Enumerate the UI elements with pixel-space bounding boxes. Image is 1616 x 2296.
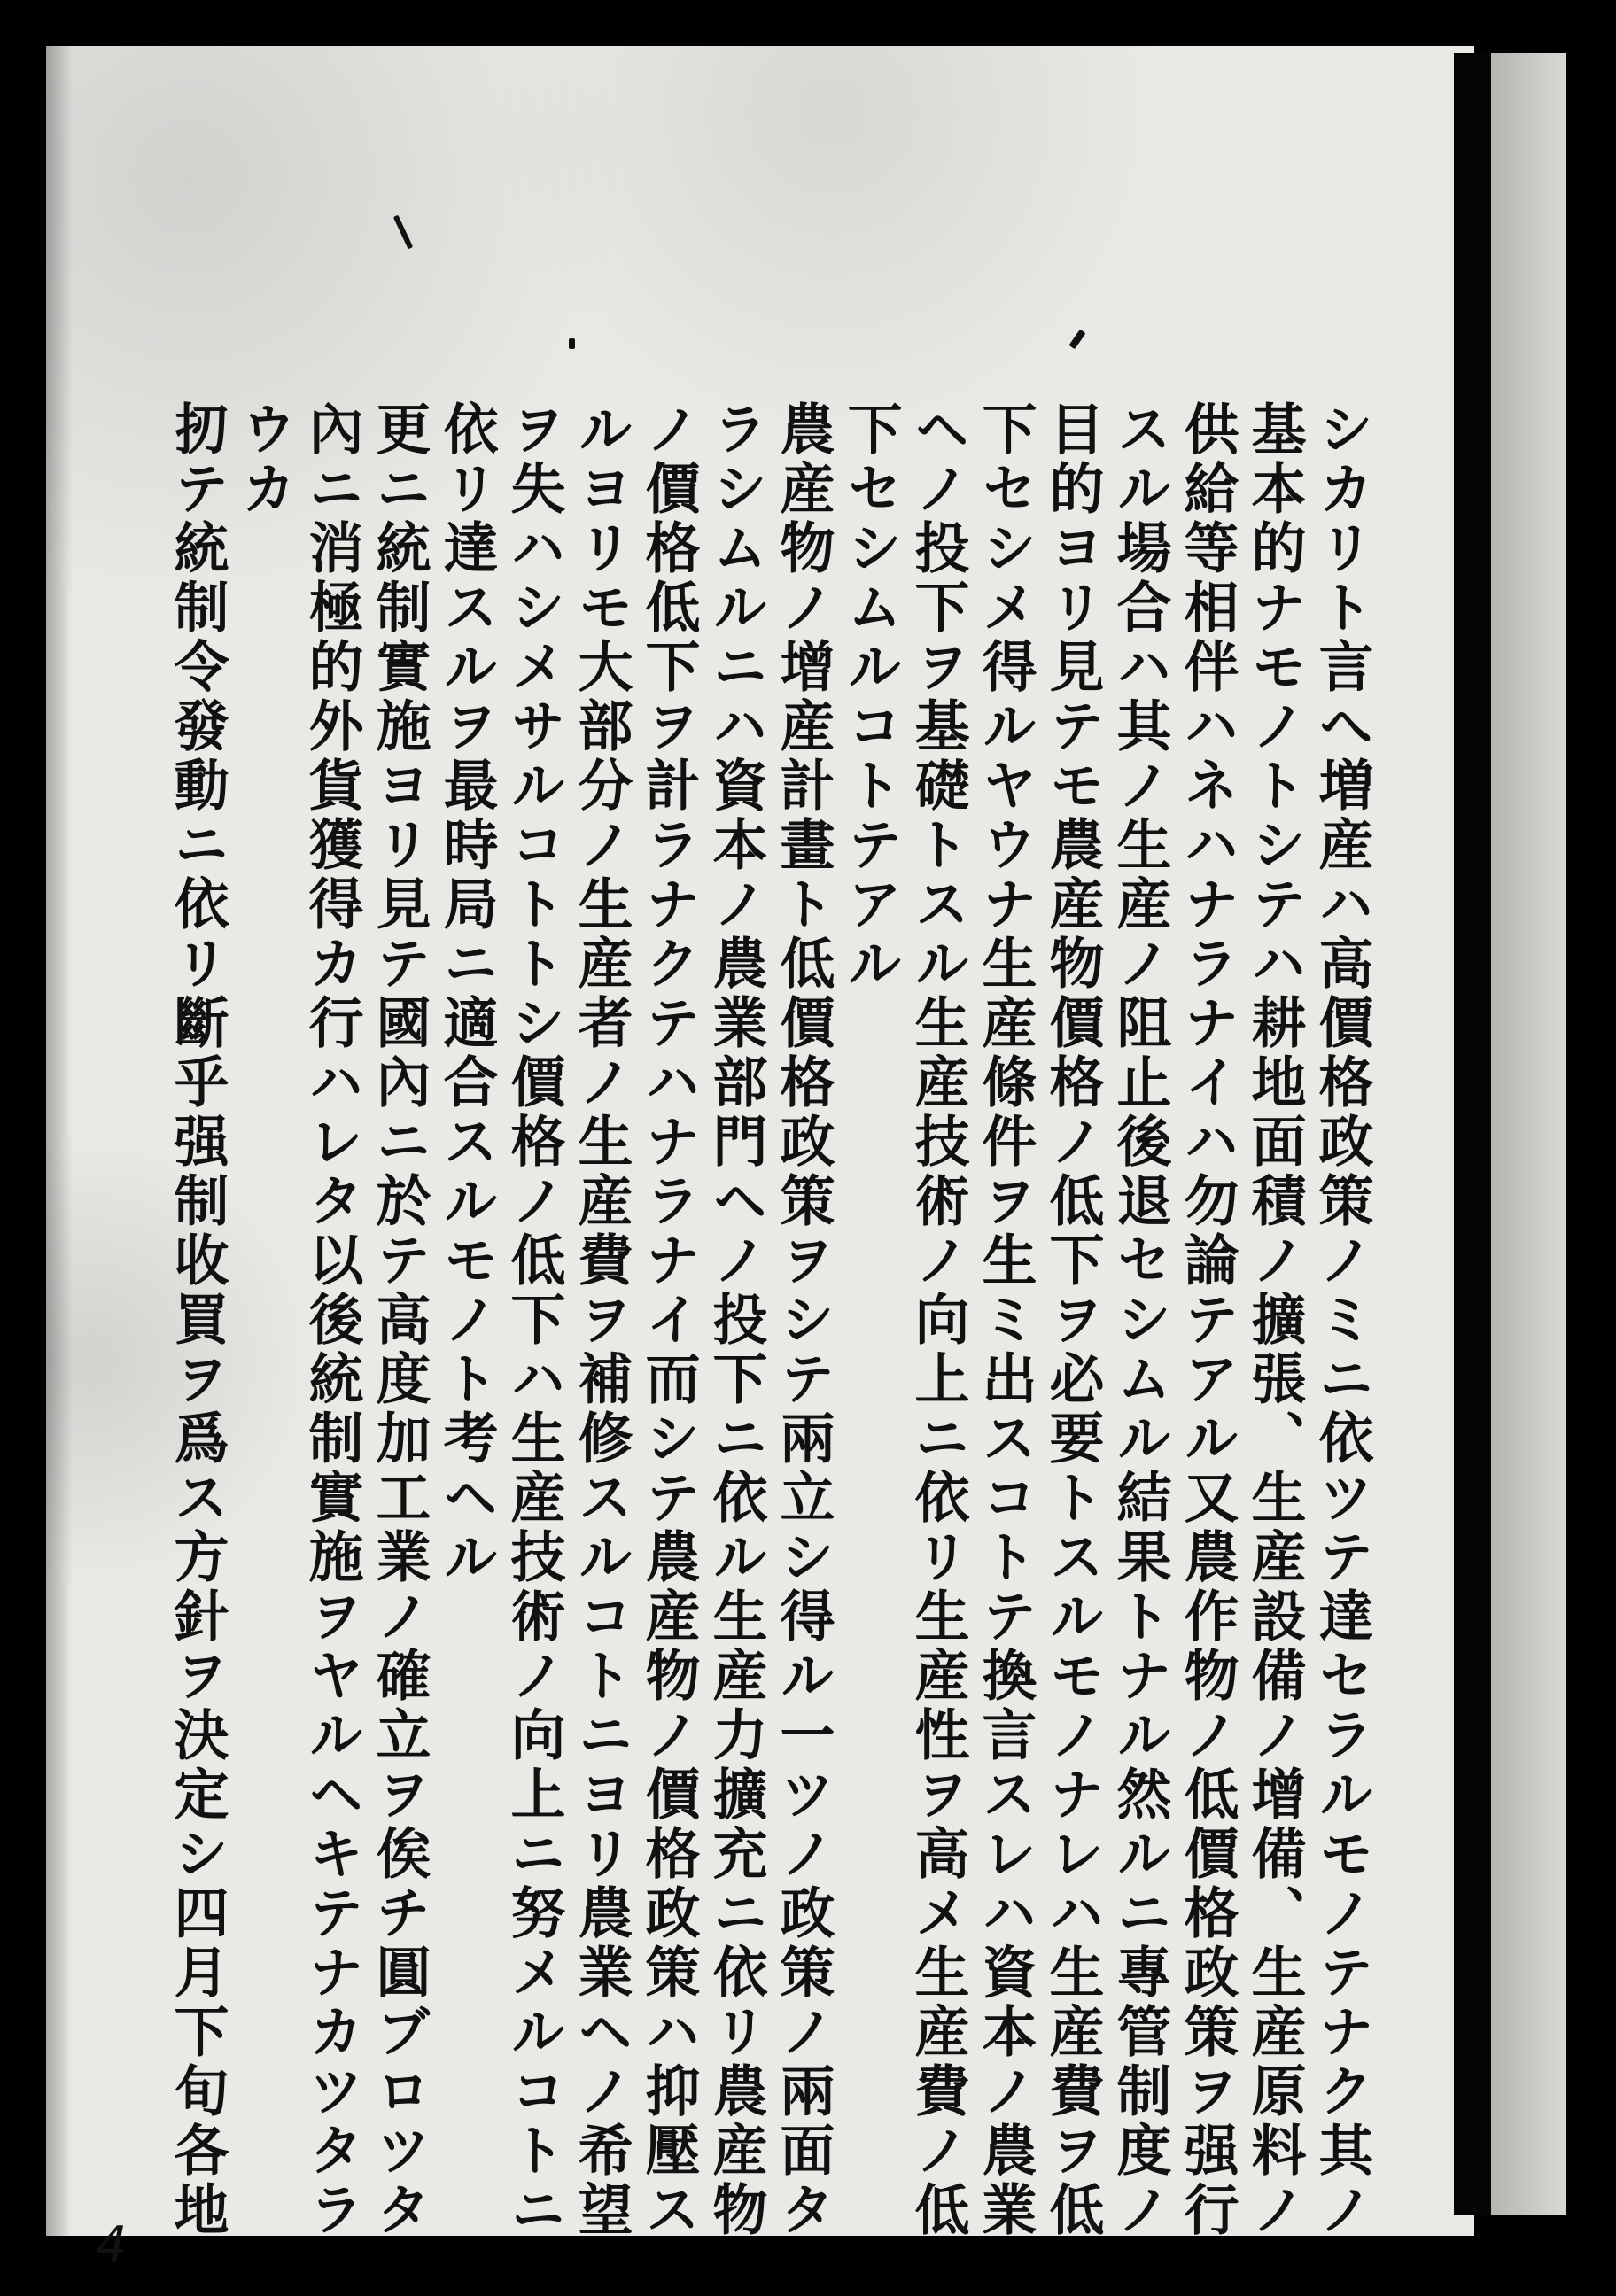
text-column-12: ルヨリモ大部分ノ生産者ノ生産費ヲ補修スルコトニヨリ農業ヘノ希望 xyxy=(569,400,633,2240)
text-column-11: ノ價格低下ヲ計ラナクテハナラナイ而シテ農産物ノ價格政策ハ抑壓ス xyxy=(636,400,701,2240)
text-column-15: 更ニ統制實施ヨリ見テ國內ニ於テ高度加工業ノ確立ヲ俟チ圓ブロツタ xyxy=(367,400,431,2240)
text-column-17: ウカ xyxy=(232,400,297,519)
page-fold-bar xyxy=(1454,53,1491,2215)
text-column-10: ラシムルニハ資本ノ農業部門ヘノ投下ニ依ル生産力擴充ニ依リ農産物 xyxy=(703,400,768,2240)
text-column-5: 目的ヨリ見テモ農産物價格ノ低下ヲ必要トスルモノナレハ生産費ヲ低 xyxy=(1040,400,1105,2240)
text-column-8: 下セシムルコトテアル xyxy=(838,400,903,994)
page-number: 4 xyxy=(96,2216,128,2274)
text-column-14: 依リ達スルヲ最時局ニ適合スルモノト考ヘル xyxy=(434,400,499,1587)
ink-speck xyxy=(393,215,413,250)
document-page xyxy=(46,46,1474,2274)
text-column-4: スル場合ハ其ノ生産ノ阻止後退セシムル結果トナル然ルニ專管制度ノ xyxy=(1107,400,1172,2240)
adjacent-page-edge xyxy=(1491,53,1566,2215)
text-column-9: 農産物ノ增産計畫ト低價格政策ヲシテ兩立シ得ル一ツノ政策ノ兩面タ xyxy=(771,400,835,2240)
text-column-6: 下セシメ得ルヤウナ生産條件ヲ生ミ出スコトテ換言スレハ資本ノ農業 xyxy=(973,400,1037,2240)
ink-speck xyxy=(569,338,575,349)
text-column-18: 扨テ統制令發動ニ依リ斷乎强制收買ヲ爲ス方針ヲ決定シ四月下旬各地 xyxy=(165,400,229,2240)
text-column-16: 內ニ消極的外貨獲得カ行ハレタ以後統制實施ヲヤルヘキテナカツタラ xyxy=(299,400,364,2240)
ink-speck xyxy=(1068,330,1085,350)
text-column-13: ヲ失ハシメサルコトトシ價格ノ低下ハ生産技術ノ向上ニ努メルコトニ xyxy=(501,400,566,2240)
text-column-2: 基本的ナモノトシテハ耕地面積ノ擴張、生産設備ノ增備、生産原料ノ xyxy=(1242,400,1307,2240)
text-column-7: ヘノ投下ヲ基礎トスル生産技術ノ向上ニ依リ生産性ヲ高メ生産費ノ低 xyxy=(905,400,970,2240)
text-column-1: シカリト言へ増産ハ高價格政策ノミニ依ツテ達セラルモノテナク其ノ xyxy=(1309,400,1374,2240)
text-column-3: 供給等相伴ハネハナラナイハ勿論テアル又農作物ノ低價格政策ヲ强行 xyxy=(1175,400,1239,2240)
gutter-shadow xyxy=(46,46,73,2236)
